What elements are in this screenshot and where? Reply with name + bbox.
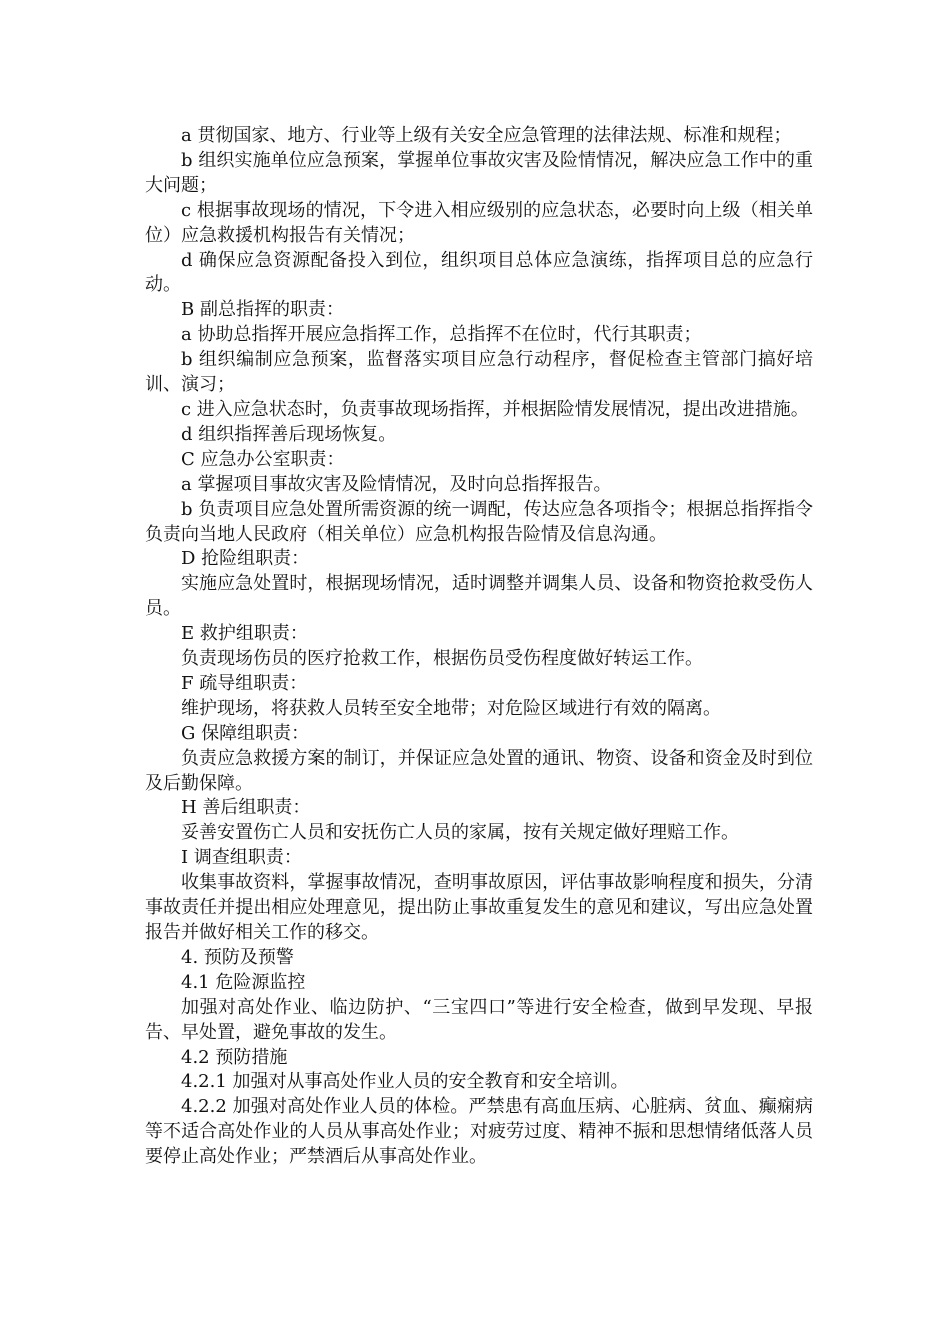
subsection-heading: 4.1 危险源监控	[181, 971, 306, 993]
paragraph: c 根据事故现场的情况，下令进入相应级别的应急状态，必要时向上级（相关单位）应急救援机构报告有关情况；	[145, 199, 813, 246]
paragraph: b 组织实施单位应急预案，掌握单位事故灾害及险情情况，解决应急工作中的重大问题；	[145, 149, 813, 196]
document-body	[145, 124, 813, 1170]
paragraph: 负责应急救援方案的制订，并保证应急处置的通讯、物资、设备和资金及时到位及后勤保障。	[145, 747, 813, 794]
paragraph: b 组织编制应急预案，监督落实项目应急行动程序，督促检查主管部门搞好培训、演习；	[145, 349, 813, 396]
paragraph: a 掌握项目事故灾害及险情情况，及时向总指挥报告。	[181, 473, 612, 495]
section-heading: F 疏导组职责：	[181, 672, 308, 694]
paragraph: 4.2.2 加强对高处作业人员的体检。严禁患有高血压病、心脏病、贫血、癫痫病等不适合高处作业的人员从事高处作业；对疲劳过度、精神不振和思想情绪低落人员要停止高处作业；严禁酒后从事高处作业。	[145, 1096, 813, 1168]
paragraph: 收集事故资料，掌握事故情况，查明事故原因，评估事故影响程度和损失，分清事故责任并提出相应处理意见，提出防止事故重复发生的意见和建议，写出应急处置报告并做好相关工作的移交。	[145, 872, 813, 943]
paragraph: 4.2.1 加强对从事高处作业人员的安全教育和安全培训。	[181, 1071, 629, 1093]
paragraph: 妥善安置伤亡人员和安抚伤亡人员的家属，按有关规定做好理赔工作。	[181, 822, 739, 844]
section-heading: H 善后组职责：	[181, 797, 311, 819]
section-heading: G 保障组职责：	[181, 722, 310, 744]
paragraph: c 进入应急状态时，负责事故现场指挥，并根据险情发展情况，提出改进措施。	[181, 398, 809, 420]
subsection-heading: 4.2 预防措施	[181, 1046, 288, 1068]
section-heading: C 应急办公室职责：	[181, 448, 345, 470]
section-heading: D 抢险组职责：	[181, 548, 310, 570]
paragraph: b 负责项目应急处置所需资源的统一调配，传达应急各项指令；根据总指挥指令负责向当地人民政府（相关单位）应急机构报告险情及信息沟通。	[145, 498, 813, 545]
paragraph: 加强对高处作业、临边防护、“三宝四口”等进行安全检查，做到早发现、早报告、早处置，避免事故的发生。	[145, 996, 813, 1043]
section-heading: I 调查组职责：	[181, 847, 302, 869]
section-heading: E 救护组职责：	[181, 623, 308, 645]
paragraph: a 协助总指挥开展应急指挥工作，总指挥不在位时，代行其职责；	[181, 324, 702, 346]
paragraph: 实施应急处置时，根据现场情况，适时调整并调集人员、设备和物资抢救受伤人员。	[145, 573, 813, 620]
section-heading: B 副总指挥的职责：	[181, 299, 344, 321]
section-heading: 4. 预防及预警	[181, 946, 294, 968]
paragraph: a 贯彻国家、地方、行业等上级有关安全应急管理的法律法规、标准和规程；	[181, 125, 792, 146]
paragraph: 负责现场伤员的医疗抢救工作，根据伤员受伤程度做好转运工作。	[181, 648, 703, 670]
paragraph: d 确保应急资源配备投入到位，组织项目总体应急演练，指挥项目总的应急行动。	[145, 249, 813, 296]
paragraph: d 组织指挥善后现场恢复。	[181, 423, 397, 445]
paragraph: 维护现场，将获救人员转至安全地带；对危险区域进行有效的隔离。	[181, 697, 721, 719]
